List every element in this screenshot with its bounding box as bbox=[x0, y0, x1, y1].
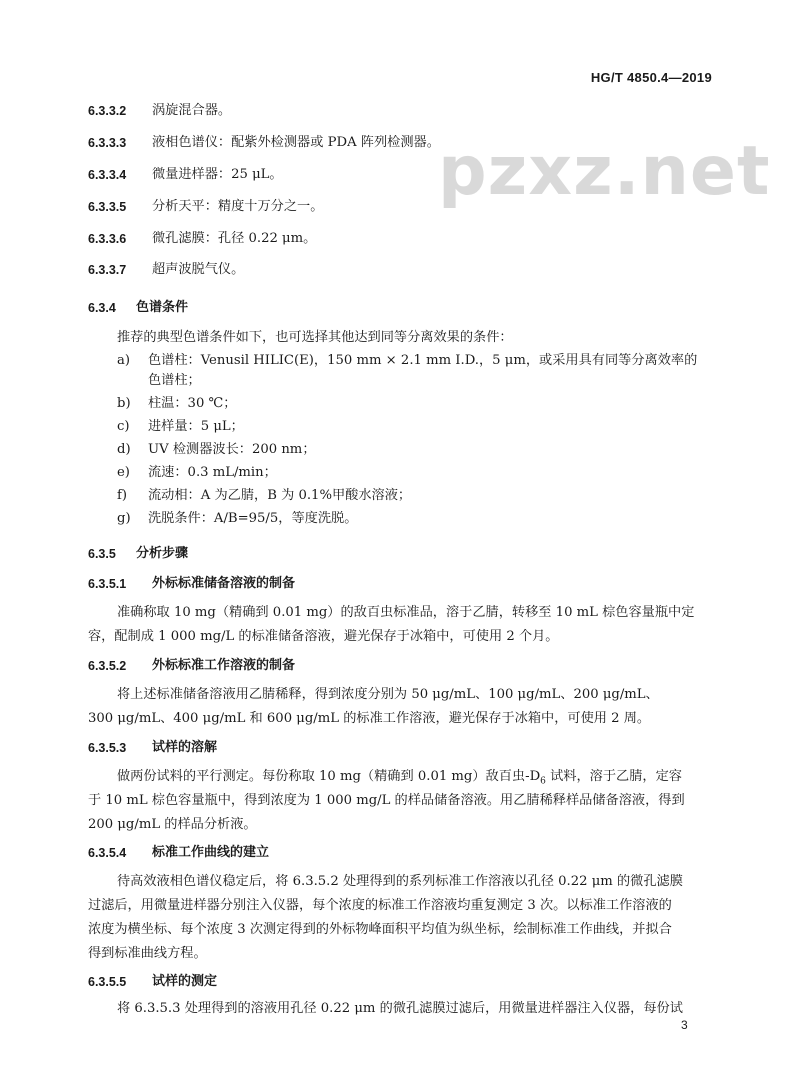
clause-text: 超声波脱气仪。 bbox=[152, 262, 245, 277]
section-number: 6.3.5.2 bbox=[88, 659, 127, 673]
list-item: UV 检测器波长：200 nm； bbox=[148, 442, 316, 457]
clause-text: 涡旋混合器。 bbox=[152, 103, 232, 118]
clause-number: 6.3.3.2 bbox=[88, 104, 127, 118]
paragraph-line: 200 μg/mL 的样品分析液。 bbox=[88, 817, 257, 832]
section-title: 色谱条件 bbox=[136, 300, 189, 315]
clause-number: 6.3.3.3 bbox=[88, 136, 127, 150]
section-title: 外标标准工作溶液的制备 bbox=[152, 658, 296, 673]
list-item: 进样量：5 μL； bbox=[148, 419, 244, 434]
text-run: 试料，溶于乙腈，定容 bbox=[545, 769, 682, 784]
list-item: 洗脱条件：A/B=95/5，等度洗脱。 bbox=[148, 511, 358, 526]
text-run: 做两份试料的平行测定。每份称取 10 mg（精确到 0.01 mg）敌百虫-D bbox=[117, 769, 541, 784]
paragraph-line: 将 6.3.5.3 处理得到的溶液用孔径 0.22 μm 的微孔滤膜过滤后，用微量进样器注入仪器，每份试 bbox=[117, 1001, 683, 1016]
section-title: 试样的溶解 bbox=[152, 740, 218, 755]
clause-number: 6.3.3.7 bbox=[88, 263, 127, 277]
list-marker: e) bbox=[117, 465, 130, 480]
list-marker: a) bbox=[117, 353, 131, 368]
list-marker: d) bbox=[117, 442, 131, 457]
section-number: 6.3.5.3 bbox=[88, 741, 127, 755]
paragraph-line: 300 μg/mL、400 μg/mL 和 600 μg/mL 的标准工作溶液，避光保存于冰箱中，可使用 2 周。 bbox=[88, 711, 651, 726]
section-number: 6.3.5.4 bbox=[88, 846, 127, 860]
paragraph-line: 于 10 mL 棕色容量瓶中，得到浓度为 1 000 mg/L 的样品储备溶液。用乙腈稀释样品储备溶液，得到 bbox=[88, 793, 685, 808]
section-title: 分析步骤 bbox=[136, 546, 189, 561]
section-number: 6.3.5.5 bbox=[88, 975, 127, 989]
section-title: 标准工作曲线的建立 bbox=[152, 845, 270, 860]
paragraph-line: 过滤后，用微量进样器分别注入仪器，每个浓度的标准工作溶液均重复测定 3 次。以标准工作溶液的 bbox=[88, 898, 672, 913]
list-item: 色谱柱：Venusil HILIC(E)，150 mm × 2.1 mm I.D.，5 μm，或采用具有同等分离效率的 bbox=[148, 353, 698, 368]
section-title: 外标标准储备溶液的制备 bbox=[152, 576, 296, 591]
standard-number: HG/T 4850.4—2019 bbox=[590, 70, 712, 85]
section-number: 6.3.5.1 bbox=[88, 577, 127, 591]
list-item: 流动相：A 为乙腈，B 为 0.1%甲酸水溶液； bbox=[148, 488, 412, 503]
list-marker: b) bbox=[117, 396, 131, 411]
list-item: 柱温：30 ℃； bbox=[148, 396, 237, 411]
clause-text: 微量进样器：25 μL。 bbox=[152, 167, 283, 182]
list-marker: g) bbox=[117, 511, 131, 526]
paragraph-line: 将上述标准储备溶液用乙腈稀释，得到浓度分别为 50 μg/mL、100 μg/mL、200 μg/mL、 bbox=[117, 687, 659, 702]
list-marker: f) bbox=[117, 488, 128, 503]
watermark: pzxz.net bbox=[438, 132, 771, 211]
section-number: 6.3.5 bbox=[88, 547, 116, 561]
clause-text: 微孔滤膜：孔径 0.22 μm。 bbox=[152, 231, 317, 246]
clause-text: 液相色谱仪：配紫外检测器或 PDA 阵列检测器。 bbox=[152, 135, 440, 150]
list-marker: c) bbox=[117, 419, 130, 434]
clause-text: 分析天平：精度十万分之一。 bbox=[152, 199, 324, 214]
subscript: 6 bbox=[540, 776, 546, 787]
intro-text: 推荐的典型色谱条件如下，也可选择其他达到同等分离效果的条件： bbox=[117, 330, 513, 345]
page-number: 3 bbox=[681, 1018, 688, 1032]
list-item: 流速：0.3 mL/min； bbox=[148, 465, 277, 480]
paragraph-line: 浓度为横坐标、每个浓度 3 次测定得到的外标物峰面积平均值为纵坐标，绘制标准工作曲线，并拟合 bbox=[88, 922, 672, 937]
section-number: 6.3.4 bbox=[88, 301, 116, 315]
paragraph-line bbox=[117, 770, 682, 787]
section-title: 试样的测定 bbox=[152, 974, 218, 989]
clause-number: 6.3.3.6 bbox=[88, 232, 127, 246]
list-item-continuation: 色谱柱； bbox=[148, 373, 201, 388]
paragraph-line: 得到标准曲线方程。 bbox=[88, 946, 207, 961]
paragraph-line: 待高效液相色谱仪稳定后，将 6.3.5.2 处理得到的系列标准工作溶液以孔径 0.22 μm 的微孔滤膜 bbox=[117, 874, 683, 889]
clause-number: 6.3.3.5 bbox=[88, 200, 127, 214]
paragraph-line: 容，配制成 1 000 mg/L 的标准储备溶液，避光保存于冰箱中，可使用 2 个月。 bbox=[88, 629, 559, 644]
paragraph-line: 准确称取 10 mg（精确到 0.01 mg）的敌百虫标准品，溶于乙腈，转移至 10 mL 棕色容量瓶中定 bbox=[117, 605, 695, 620]
clause-number: 6.3.3.4 bbox=[88, 168, 127, 182]
